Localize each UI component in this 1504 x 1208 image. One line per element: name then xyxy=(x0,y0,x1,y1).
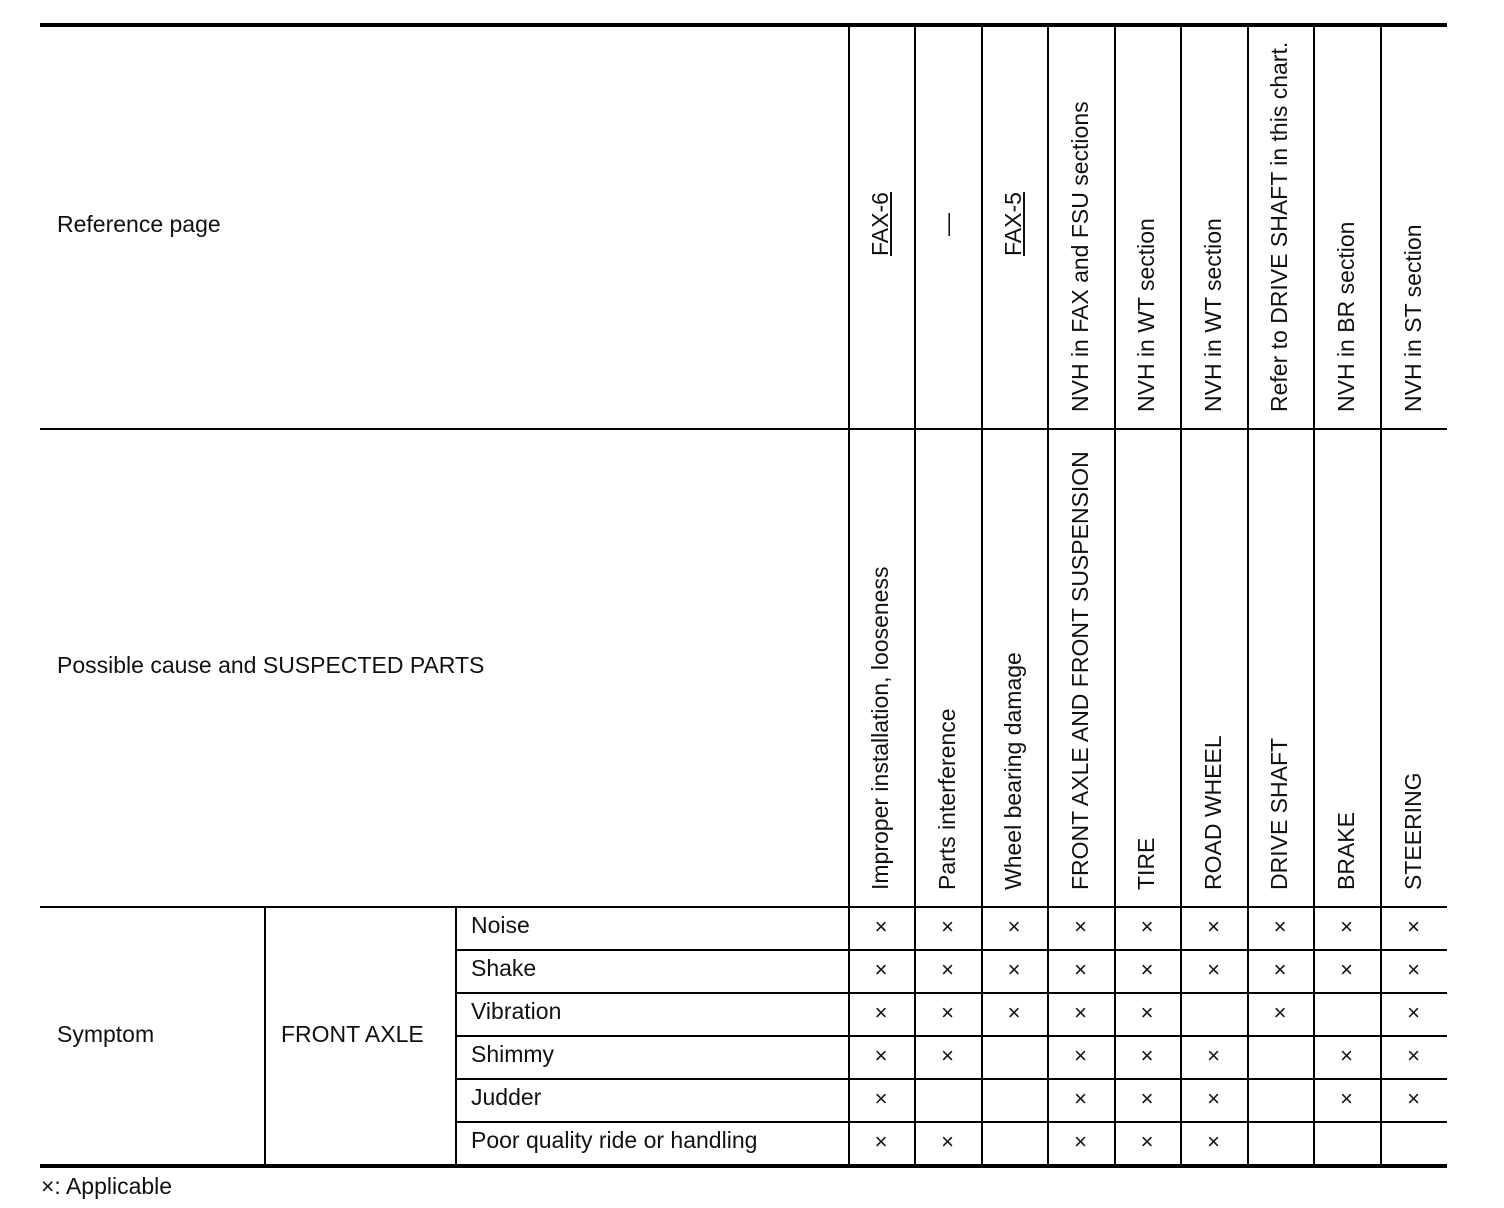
applicable-mark: × xyxy=(1340,1043,1353,1068)
applicable-mark: × xyxy=(1140,1086,1154,1111)
symptom-row-label: Shake xyxy=(471,955,537,981)
symptom-row-label: Vibration xyxy=(471,998,562,1024)
body-top-divider xyxy=(40,906,1447,908)
applicable-mark: × xyxy=(1140,1043,1154,1068)
suspected-part-4: FRONT AXLE AND FRONT SUSPENSION xyxy=(1066,451,1093,890)
applicable-mark: × xyxy=(1074,1086,1087,1111)
applicable-mark: × xyxy=(1007,957,1021,982)
header-divider xyxy=(40,428,1447,430)
possible-cause-label: Possible cause and SUSPECTED PARTS xyxy=(57,652,485,678)
reference-page-label: Reference page xyxy=(57,211,221,237)
symptom-row-label: Shimmy xyxy=(471,1041,555,1067)
applicable-mark: × xyxy=(874,1129,888,1154)
column-divider xyxy=(1047,23,1049,1164)
applicable-mark: × xyxy=(1007,914,1021,939)
column-divider xyxy=(914,23,916,1164)
bottom-border xyxy=(40,1164,1447,1168)
applicable-mark: × xyxy=(1140,1000,1154,1025)
suspected-part-7: DRIVE SHAFT xyxy=(1266,737,1292,890)
suspected-part-2: Parts interference xyxy=(933,708,960,890)
applicable-mark: × xyxy=(941,1000,954,1025)
applicable-mark: × xyxy=(1074,957,1087,982)
symptom-row-label: Poor quality ride or handling xyxy=(471,1127,758,1153)
applicable-mark: × xyxy=(1207,1086,1220,1111)
applicable-mark: × xyxy=(1207,1129,1220,1154)
applicable-mark: × xyxy=(1407,1086,1420,1111)
legend-note: ×: Applicable xyxy=(41,1173,173,1199)
applicable-mark: × xyxy=(1340,957,1353,982)
applicable-mark: × xyxy=(1207,957,1220,982)
applicable-mark: × xyxy=(874,914,888,939)
applicable-mark: × xyxy=(1207,1043,1220,1068)
row-divider xyxy=(455,949,1447,951)
row-divider xyxy=(455,1121,1447,1123)
applicable-mark: × xyxy=(1407,1000,1420,1025)
applicable-mark: × xyxy=(1207,914,1220,939)
applicable-mark: × xyxy=(941,914,954,939)
applicable-mark: × xyxy=(1074,1043,1087,1068)
applicable-mark: × xyxy=(874,1086,888,1111)
reference-page-2: — xyxy=(933,213,960,236)
applicable-mark: × xyxy=(941,1043,954,1068)
applicable-mark: × xyxy=(941,957,954,982)
column-divider xyxy=(1380,23,1382,1164)
applicable-mark: × xyxy=(1407,957,1420,982)
column-divider xyxy=(1114,23,1116,1164)
column-divider xyxy=(981,23,983,1164)
symptom-group-divider xyxy=(264,906,266,1164)
row-divider xyxy=(455,992,1447,994)
applicable-mark: × xyxy=(1340,1086,1353,1111)
applicable-mark: × xyxy=(1273,957,1287,982)
applicable-mark: × xyxy=(1074,914,1087,939)
reference-page-6: NVH in WT section xyxy=(1199,218,1226,412)
applicable-mark: × xyxy=(1273,1000,1287,1025)
applicable-mark: × xyxy=(1340,914,1353,939)
reference-page-5: NVH in WT section xyxy=(1133,218,1159,412)
suspected-part-8: BRAKE xyxy=(1332,812,1359,890)
suspected-part-5: TIRE xyxy=(1133,837,1159,890)
suspected-part-9: STEERING xyxy=(1399,772,1426,890)
top-border xyxy=(40,23,1447,27)
applicable-mark: × xyxy=(941,1129,954,1154)
reference-page-8: NVH in BR section xyxy=(1332,221,1359,412)
applicable-mark: × xyxy=(1273,914,1287,939)
column-divider xyxy=(1313,23,1315,1164)
applicable-mark: × xyxy=(1140,957,1154,982)
column-divider xyxy=(848,23,850,1164)
reference-page-1[interactable]: FAX-6 xyxy=(867,192,893,256)
row-divider xyxy=(455,1035,1447,1037)
applicable-mark: × xyxy=(1140,914,1154,939)
applicable-mark: × xyxy=(1074,1000,1087,1025)
symptom-row-label: Noise xyxy=(471,912,530,938)
front-axle-group-label: FRONT AXLE xyxy=(281,1021,424,1047)
applicable-mark: × xyxy=(1407,1043,1420,1068)
symptom-row-label: Judder xyxy=(471,1084,542,1110)
symptom-label: Symptom xyxy=(57,1021,155,1047)
applicable-mark: × xyxy=(874,957,888,982)
reference-page-3[interactable]: FAX-5 xyxy=(1000,192,1026,256)
applicable-mark: × xyxy=(1007,1000,1021,1025)
column-divider xyxy=(1180,23,1182,1164)
suspected-part-1: Improper installation, looseness xyxy=(867,566,893,890)
applicable-mark: × xyxy=(1140,1129,1154,1154)
applicable-mark: × xyxy=(874,1000,888,1025)
reference-page-7: Refer to DRIVE SHAFT in this chart. xyxy=(1266,41,1292,412)
reference-page-4: NVH in FAX and FSU sections xyxy=(1066,101,1093,412)
suspected-part-3: Wheel bearing damage xyxy=(1000,652,1026,890)
reference-page-9: NVH in ST section xyxy=(1399,224,1426,412)
applicable-mark: × xyxy=(874,1043,888,1068)
applicable-mark: × xyxy=(1074,1129,1087,1154)
row-divider xyxy=(455,1078,1447,1080)
applicable-mark: × xyxy=(1407,914,1420,939)
suspected-part-6: ROAD WHEEL xyxy=(1199,735,1226,890)
symptom-name-divider xyxy=(455,906,457,1164)
column-divider xyxy=(1247,23,1249,1164)
